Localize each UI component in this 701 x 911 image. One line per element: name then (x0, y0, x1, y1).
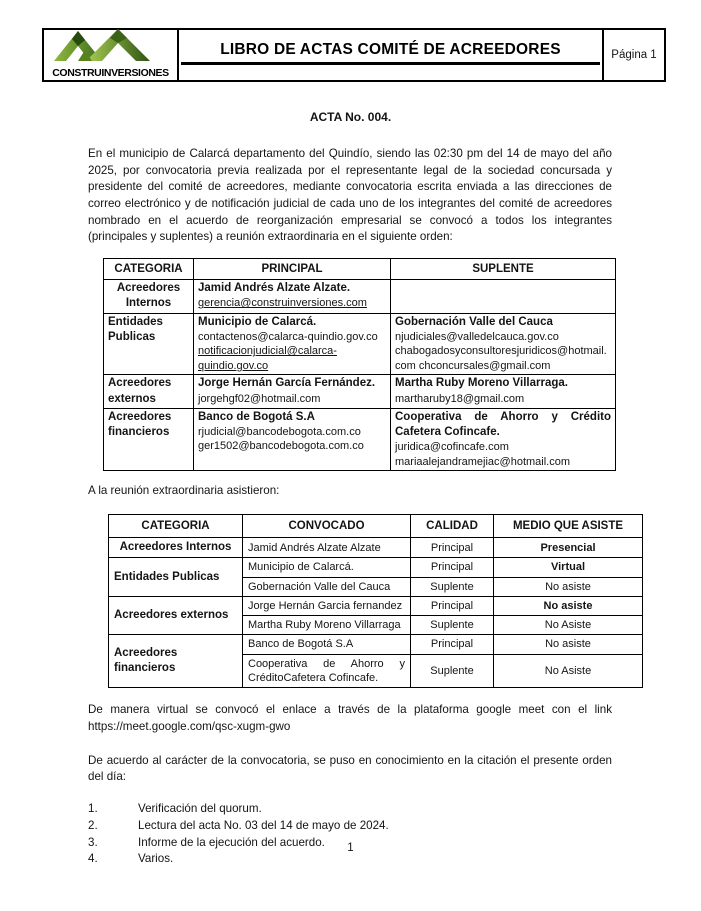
calidad-cell: Principal (411, 635, 494, 654)
suplente-cell (391, 408, 616, 470)
categoria-cell: Acreedores financieros (109, 635, 243, 688)
categoria-cell: Acreedores externos (109, 596, 243, 635)
suplente-name: Martha Ruby Moreno Villarraga. (395, 377, 568, 390)
medio-cell: No asiste (494, 596, 643, 615)
col-header-calidad: CALIDAD (411, 514, 494, 538)
calidad-cell: Suplente (411, 654, 494, 688)
table-row (109, 635, 643, 654)
logo-wordmark: CONSTRUINVERSIONES (52, 67, 169, 79)
convocado-cell: Banco de Bogotá S.A (243, 635, 411, 654)
email-text: njudiciales@valledelcauca.gov.co (395, 330, 559, 343)
principal-cell (194, 280, 391, 313)
item-number: 1. (88, 802, 98, 816)
attendance-table (108, 514, 643, 689)
item-text: Lectura del acta No. 03 del 14 de mayo de 2024. (138, 818, 389, 832)
document-body (88, 146, 624, 868)
calidad-cell: Suplente (411, 616, 494, 635)
email-text: ger1502@bancodebogota.com.co (198, 440, 364, 453)
medio-cell: Virtual (494, 558, 643, 577)
document-header (42, 28, 666, 82)
medio-cell: Presencial (494, 538, 643, 558)
col-header-suplente: SUPLENTE (391, 258, 616, 280)
categoria-cell: Acreedores Internos (104, 280, 194, 313)
medio-cell: No Asiste (494, 616, 643, 635)
convocado-cell: Martha Ruby Moreno Villarraga (243, 616, 411, 635)
suplente-cell (391, 313, 616, 375)
col-header-categoria: CATEGORIA (104, 258, 194, 280)
virtual-link-paragraph: De manera virtual se convocó el enlace a través de la plataforma google meet con el link https://meet.google.com/qsc-xugm-gwo (88, 703, 612, 733)
item-text: Varios. (138, 852, 174, 866)
calidad-cell: Principal (411, 558, 494, 577)
calidad-cell: Principal (411, 596, 494, 615)
categoria-cell: Acreedores Internos (109, 538, 243, 558)
principal-name: Jorge Hernán García Fernández. (198, 377, 376, 390)
item-number: 3. (88, 835, 98, 849)
calidad-cell: Principal (411, 538, 494, 558)
list-item (88, 801, 612, 818)
principal-name: Banco de Bogotá S.A (198, 410, 315, 423)
email-text: mariaalejandramejiac@hotmail.com (395, 455, 571, 468)
col-header-medio: MEDIO QUE ASISTE (494, 514, 643, 538)
construinversiones-logo-icon (52, 29, 170, 69)
email-text: martharuby18@gmail.com (395, 392, 525, 405)
table-row (109, 596, 643, 615)
email-text: chabogadosyconsultoresjuridicos@hotmail.com chconcursales@gmail.com (395, 345, 607, 372)
convocado-cell: Jorge Hernán Garcia fernandez (243, 596, 411, 615)
intro-paragraph: En el municipio de Calarcá departamento del Quindío, siendo las 02:30 pm del 14 de mayo del año 2025, por convocatoria previa realizada por el representante legal de la sociedad concursada y presidente del comité de acreedores, mediante convocatoria escrita enviada a las direcciones de correo electrónico y de notificación judicial de cada uno de los integrantes del comité de acreedores nombrado en el acuerdo de reorganización empresarial se convocó a todos los integrantes (principales y suplentes) a reunión extraordinaria en el siguiente orden: (88, 147, 612, 244)
table-row (109, 538, 643, 558)
col-header-principal: PRINCIPAL (194, 258, 391, 280)
item-number: 2. (88, 818, 98, 832)
orden-dia-paragraph: De acuerdo al carácter de la convocatoria, se puso en conocimiento en la citación el presente orden del día: (88, 753, 612, 784)
suplente-cell (391, 280, 616, 313)
medio-cell: No asiste (494, 635, 643, 654)
principal-name: Jamid Andrés Alzate Alzate. (198, 282, 351, 295)
table-row (104, 280, 616, 313)
categoria-cell: Acreedores externos (104, 375, 194, 408)
principal-name: Municipio de Calarcá. (198, 315, 317, 328)
suplente-name: Cooperativa de Ahorro y Crédito Cafetera Cofincafe. (395, 410, 611, 438)
col-header-convocado: CONVOCADO (243, 514, 411, 538)
convocado-cell: Municipio de Calarcá. (243, 558, 411, 577)
email-text: contactenos@calarca-quindio.gov.co (198, 330, 378, 343)
convocado-cell: Jamid Andrés Alzate Alzate (243, 538, 411, 558)
asistieron-line: A la reunión extraordinaria asistieron: (88, 484, 280, 498)
document-title: LIBRO DE ACTAS COMITÉ DE ACREEDORES (220, 41, 561, 58)
suplente-cell (391, 375, 616, 408)
principal-cell (194, 408, 391, 470)
email-link[interactable]: gerencia@construinversiones.com (198, 297, 367, 310)
logo-cell (44, 30, 179, 80)
convocado-cell: Gobernación Valle del Cauca (243, 577, 411, 596)
email-text: jorgehgf02@hotmail.com (198, 392, 321, 405)
col-header-categoria: CATEGORIA (109, 514, 243, 538)
table-header-row (104, 258, 616, 280)
table-row (104, 408, 616, 470)
calidad-cell: Suplente (411, 577, 494, 596)
table-header-row (109, 514, 643, 538)
agenda-list (88, 801, 612, 868)
email-text: rjudicial@bancodebogota.com.co (198, 425, 361, 438)
principal-cell (194, 313, 391, 375)
title-cell (179, 30, 604, 80)
item-number: 4. (88, 852, 98, 866)
categoria-cell: Entidades Publicas (104, 313, 194, 375)
convocado-cell: Cooperativa de Ahorro y CréditoCafetera Cofincafe. (243, 654, 411, 688)
acta-heading: ACTA No. 004. (309, 110, 392, 124)
suplente-name: Gobernación Valle del Cauca (395, 315, 553, 328)
item-text: Verificación del quorum. (138, 802, 262, 816)
medio-cell: No Asiste (494, 654, 643, 688)
principal-cell (194, 375, 391, 408)
convocados-table (103, 258, 616, 471)
title-underline (181, 62, 600, 65)
email-text: juridica@cofincafe.com (395, 441, 509, 454)
medio-cell: No asiste (494, 577, 643, 596)
categoria-cell: Entidades Publicas (109, 558, 243, 597)
categoria-cell: Acreedores financieros (104, 408, 194, 470)
item-text: Informe de la ejecución del acuerdo. (138, 835, 325, 849)
footer-page-number: 1 (347, 842, 354, 854)
page-number-cell: Página 1 (611, 49, 657, 61)
table-row (104, 375, 616, 408)
email-link[interactable]: notificacionjudicial@calarca-quindio.gov.co (198, 345, 337, 372)
table-row (109, 558, 643, 577)
table-row (104, 313, 616, 375)
list-item (88, 818, 612, 835)
